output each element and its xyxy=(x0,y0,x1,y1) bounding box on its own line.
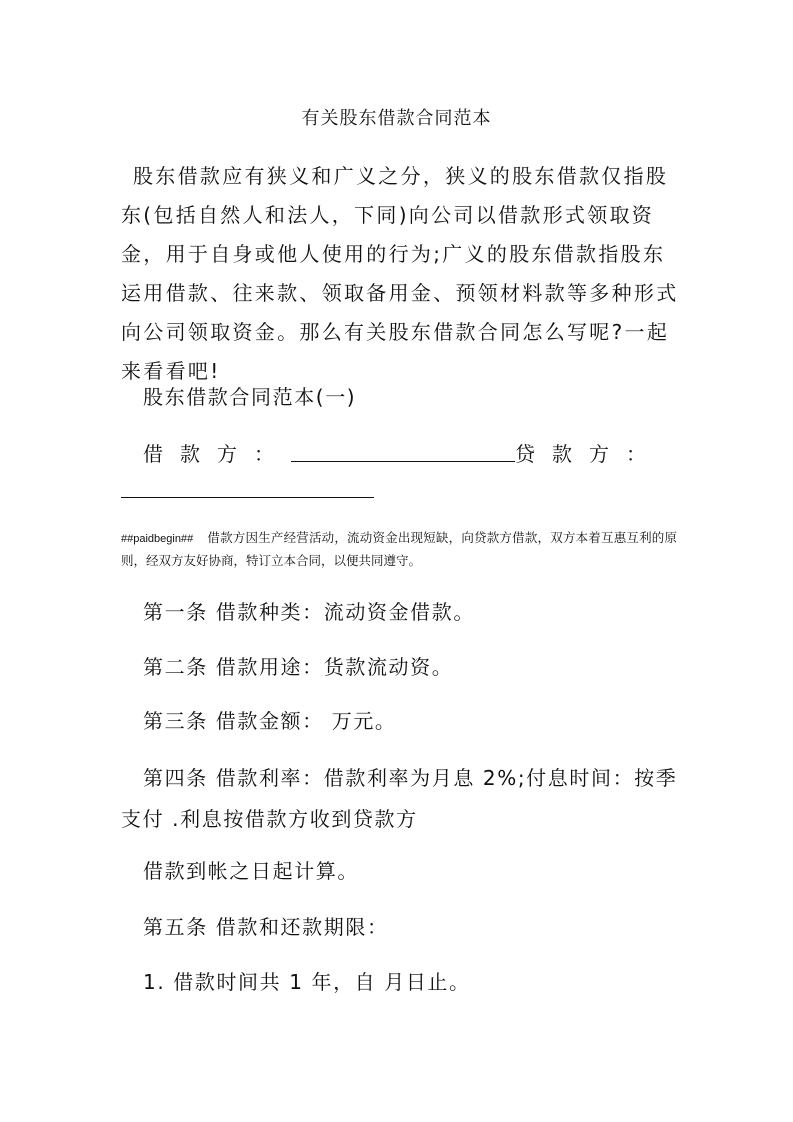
article-1: 第一条 借款种类：流动资金借款。 xyxy=(143,600,475,624)
intro-paragraph: 股东借款应有狭义和广义之分，狭义的股东借款仅指股东(包括自然人和法人，下同)向公司以借款形式领取资金，用于自身或他人使用的行为;广义的股东借款指股东运用借款、往来款、领取备用金、预领材料款等多种形式向公司领取资金。那么有关股东借款合同怎么写呢?一起来看看吧! xyxy=(121,164,679,383)
paid-marker: ##paidbegin## xyxy=(121,533,194,545)
lender-label: 贷款方： xyxy=(515,441,663,466)
preamble-text: 借款方因生产经营活动，流动资金出现短缺，向贷款方借款，双方本着互惠互利的原则，经双方友好协商，特订立本合同，以便共同遵守。 xyxy=(121,530,677,568)
borrower-blank xyxy=(291,443,515,462)
preamble-paragraph xyxy=(121,527,677,572)
party-line xyxy=(143,438,663,466)
article-4-continuation: 借款到帐之日起计算。 xyxy=(143,859,359,883)
article-4: 第四条 借款利率：借款利率为月息 2%;付息时间：按季支付 .利息按借款方收到贷款方 xyxy=(121,766,678,831)
document-title: 有关股东借款合同范本 xyxy=(301,108,492,129)
borrower-label: 借款方： xyxy=(143,441,291,466)
article-3: 第三条 借款金额： 万元。 xyxy=(143,709,397,733)
lender-blank xyxy=(121,497,374,498)
contract-subtitle: 股东借款合同范本(一) xyxy=(143,385,357,409)
article-5-item-1: 1. 借款时间共 1 年，自 月日止。 xyxy=(143,970,471,994)
article-2: 第二条 借款用途：货款流动资。 xyxy=(143,655,454,679)
article-5: 第五条 借款和还款期限： xyxy=(143,915,389,939)
